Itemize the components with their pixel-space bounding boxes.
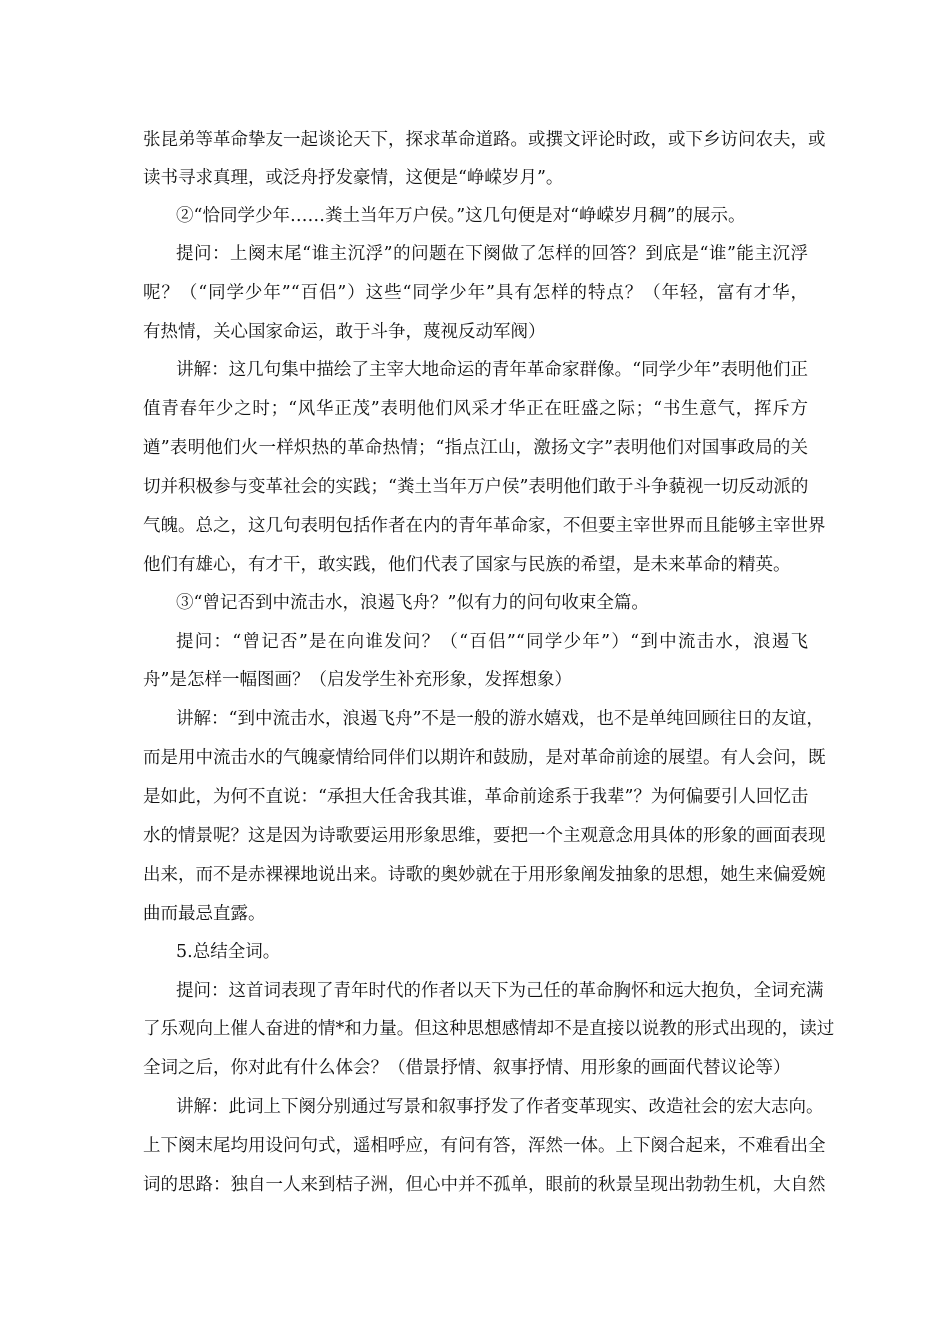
text-line: ③“曾记否到中流击水，浪遏飞舟？”似有力的问句收束全篇。 (176, 593, 649, 613)
text-line: 舟”是怎样一幅图画？（启发学生补充形象，发挥想象） (143, 670, 572, 690)
text-line: 了乐观向上催人奋进的情*和力量。但这种思想感情却不是直接以说教的形式出现的，读过 (143, 1019, 835, 1039)
text-line: 读书寻求真理，或泛舟抒发豪情，这便是“峥嵘岁月”。 (143, 168, 564, 188)
text-line: 全词之后，你对此有什么体会？（借景抒情、叙事抒情、用形象的画面代替议论等） (143, 1058, 791, 1078)
text-line: 讲解：“到中流击水，浪遏飞舟”不是一般的游水嬉戏，也不是单纯回顾往日的友谊， (176, 709, 824, 729)
text-line: 气魄。总之，这几句表明包括作者在内的青年革命家，不但要主宰世界而且能够主宰世界 (143, 516, 826, 536)
text-line: 有热情，关心国家命运，敢于斗争，蔑视反动军阀） (143, 322, 546, 342)
text-line: 词的思路：独自一人来到桔子洲，但心中并不孤单，眼前的秋景呈现出勃勃生机，大自然 (143, 1175, 826, 1195)
text-line: 呢？（“同学少年”“百侣”）这些“同学少年”具有怎样的特点？（年轻，富有才华， (143, 283, 808, 303)
text-line: 讲解：此词上下阕分别通过写景和叙事抒发了作者变革现实、改造社会的宏大志向。 (176, 1097, 824, 1117)
text-line: 遒”表明他们火一样炽热的革命热情；“指点江山，激扬文字”表明他们对国事政局的关 (143, 438, 808, 458)
text-line: 切并积极参与变革社会的实践；“粪土当年万户侯”表明他们敢于斗争藐视一切反动派的 (143, 477, 809, 497)
text-line: 张昆弟等革命挚友一起谈论天下，探求革命道路。或撰文评论时政，或下乡访问农夫，或 (143, 130, 826, 150)
text-line: 提问：上阕末尾“谁主沉浮”的问题在下阕做了怎样的回答？到底是“谁”能主沉浮 (176, 244, 808, 264)
text-line: 上下阕末尾均用设问句式，遥相呼应，有问有答，浑然一体。上下阕合起来，不难看出全 (143, 1136, 826, 1156)
text-line: ②“恰同学少年……粪土当年万户侯。”这几句便是对“峥嵘岁月稠”的展示。 (176, 206, 746, 226)
text-line: 而是用中流击水的气魄豪情给同伴们以期许和鼓励，是对革命前途的展望。有人会问，既 (143, 748, 826, 768)
text-line: 他们有雄心，有才干，敢实践，他们代表了国家与民族的希望，是未来革命的精英。 (143, 555, 791, 575)
text-line: 是如此，为何不直说：“承担大任舍我其谁，革命前途系于我辈”？为何偏要引人回忆击 (143, 787, 809, 807)
text-line: 提问：这首词表现了青年时代的作者以天下为己任的革命胸怀和远大抱负，全词充满 (176, 981, 824, 1001)
text-line: 出来，而不是赤裸裸地说出来。诗歌的奥妙就在于用形象阐发抽象的思想，她生来偏爱婉 (143, 865, 826, 885)
text-line: 提问：“曾记否”是在向谁发问？（“百侣”“同学少年”）“到中流击水，浪遏飞 (176, 632, 808, 652)
text-line: 讲解：这几句集中描绘了主宰大地命运的青年革命家群像。“同学少年”表明他们正 (176, 360, 808, 380)
text-line: 曲而最忌直露。 (143, 904, 266, 924)
text-line: 水的情景呢？这是因为诗歌要运用形象思维，要把一个主观意念用具体的形象的画面表现 (143, 826, 826, 846)
text-line: 值青春年少之时；“风华正茂”表明他们风采才华正在旺盛之际；“书生意气，挥斥方 (143, 399, 808, 419)
section-heading: 5.总结全词。 (176, 942, 281, 962)
